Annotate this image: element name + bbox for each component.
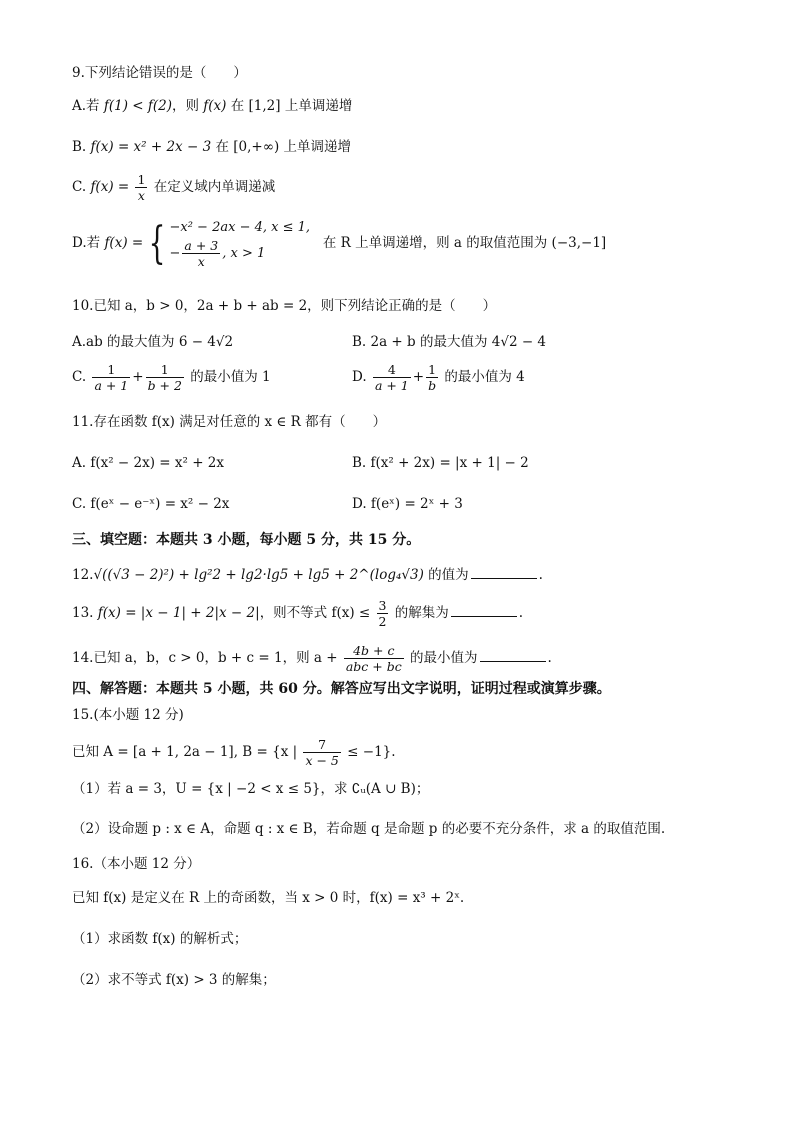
q10-option-d: D. $\frac{4}{a + 1}$ + $\frac{1}{b}$ 的最小值为 4 xyxy=(352,362,525,393)
q10-option-c: C. $\frac{1}{a + 1}$ + $\frac{1}{b + 2}$ 的最小值为 1 xyxy=(72,362,271,393)
q16-part2: （2）求不等式 f(x) > 3 的解集； xyxy=(72,972,276,988)
q15-part1: （1）若 a = 3，U = {x | −2 < x ≤ 5}，求 ∁ᵤ(A ∪ B)； xyxy=(72,781,430,797)
q9-option-a: A.若 f(1) < f(2)，则 f(x) 在 [1,2] 上单调递增 xyxy=(72,98,353,114)
q9-option-b: B. f(x) = x² + 2x − 3 在 [0,+∞) 上单调递增 xyxy=(72,139,352,155)
q11-option-a: A. f(x² − 2x) = x² + 2x xyxy=(72,455,225,471)
q9-stem: 9.下列结论错误的是（ ） xyxy=(72,65,247,81)
q11-option-c: C. f(eˣ − e⁻ˣ) = x² − 2x xyxy=(72,496,230,512)
q11-option-d: D. f(eˣ) = 2ˣ + 3 xyxy=(352,496,463,512)
q10-stem: 10.已知 a，b > 0，2a + b + ab = 2，则下列结论正确的是（ ） xyxy=(72,298,497,314)
q15-given: 已知 A = [a + 1, 2a − 1], B = {x | $\frac{7}{x - 5}$ ≤ −1}. xyxy=(72,737,396,768)
answer-blank[interactable] xyxy=(471,566,537,579)
answer-blank[interactable] xyxy=(480,649,546,662)
q11-option-b: B. f(x² + 2x) = |x + 1| − 2 xyxy=(352,455,529,471)
q9-option-c: C. f(x) = $\frac{1}{x}$ 在定义域内单调递减 xyxy=(72,172,276,203)
fraction: $\frac{1}{x}$ xyxy=(137,172,146,203)
piecewise-cases: −x² − 2ax − 4, x ≤ 1, − $\frac{a + 3}{x}$ , x > 1 xyxy=(169,220,311,269)
q16-heading: 16.（本小题 12 分） xyxy=(72,856,201,872)
q12: 12.√((√3 − 2)²) + lg²2 + lg2·lg5 + lg5 + 2^(log₄√3) 的值为 . xyxy=(72,567,543,583)
left-brace-icon: { xyxy=(149,217,166,269)
answer-blank[interactable] xyxy=(451,604,517,617)
q15-heading: 15.(本小题 12 分) xyxy=(72,707,184,723)
q16-given: 已知 f(x) 是定义在 R 上的奇函数，当 x > 0 时，f(x) = x³ + 2ˣ. xyxy=(72,890,465,906)
q15-part2: （2）设命题 p : x ∈ A，命题 q : x ∈ B，若命题 q 是命题 p 的必要不充分条件，求 a 的取值范围. xyxy=(72,821,666,837)
section-3-heading: 三、填空题：本题共 3 小题，每小题 5 分，共 15 分。 xyxy=(72,532,421,548)
q9-option-d: D.若 f(x) = { −x² − 2ax − 4, x ≤ 1, − $\frac{a + 3}{x}$ , x > 1 在 R 上单调递增，则 a 的取值范围为 (−3,−1] xyxy=(72,217,607,269)
q14: 14.已知 a，b，c > 0，b + c = 1，则 a + $\frac{4b + c}{\text{abc + bc}}$ 的最小值为 . xyxy=(72,643,552,674)
q10-option-b: B. 2a + b 的最大值为 4√2 − 4 xyxy=(352,334,547,350)
q13: 13. f(x) = |x − 1| + 2|x − 2|，则不等式 f(x) ≤ $\frac{3}{2}$ 的解集为 . xyxy=(72,598,524,629)
q11-stem: 11.存在函数 f(x) 满足对任意的 x ∈ R 都有（ ） xyxy=(72,414,387,430)
q10-option-a: A.ab 的最大值为 6 − 4√2 xyxy=(72,334,234,350)
section-4-heading: 四、解答题：本题共 5 小题，共 60 分。解答应写出文字说明，证明过程或演算步骤。 xyxy=(72,681,611,697)
q16-part1: （1）求函数 f(x) 的解析式； xyxy=(72,931,248,947)
